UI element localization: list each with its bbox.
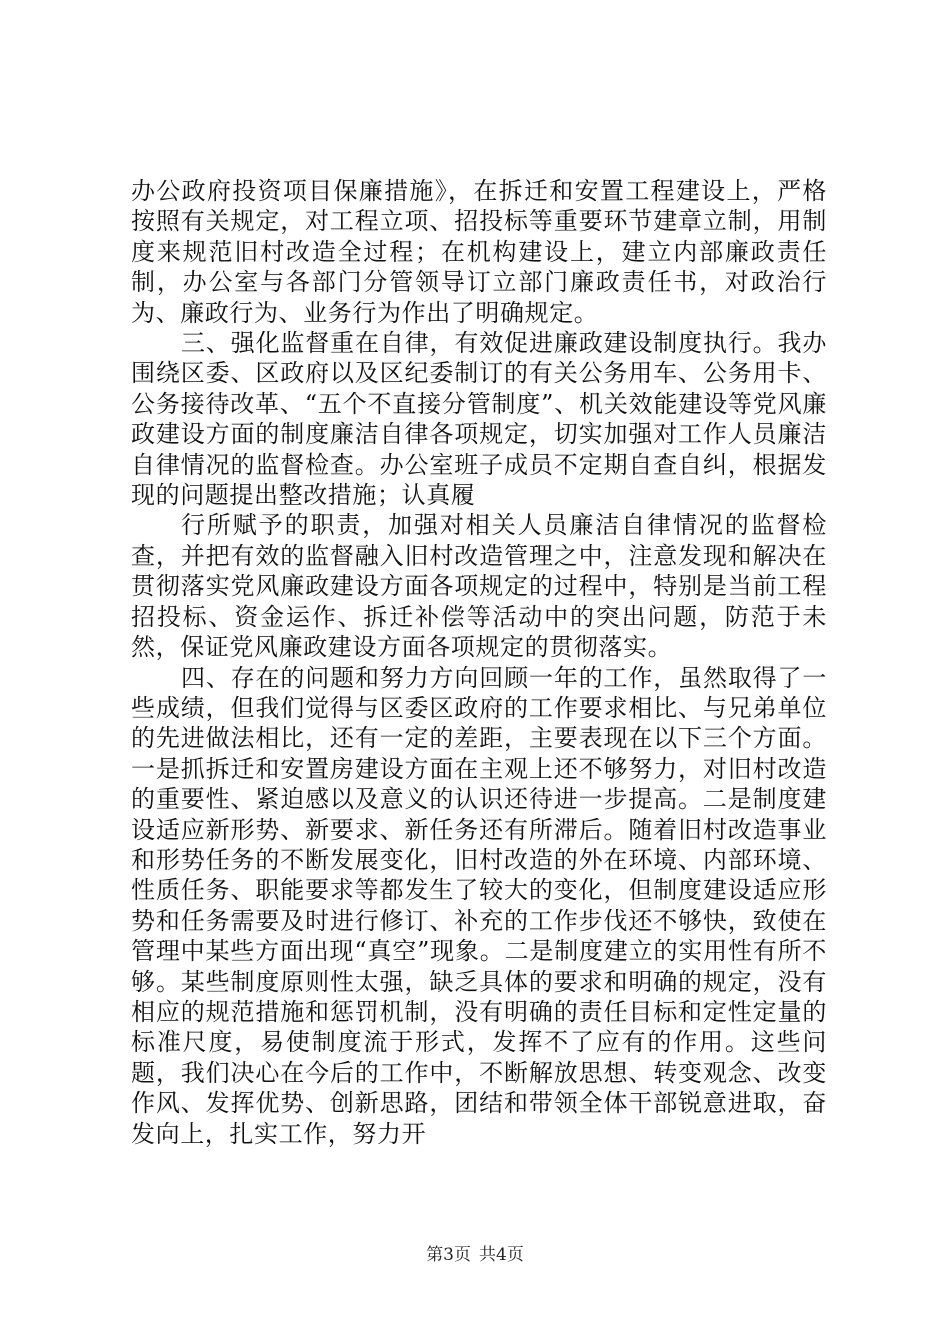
body-text <box>131 176 827 1149</box>
paragraph-4: 四、存在的问题和努力方向回顾一年的工作，虽然取得了一些成绩，但我们觉得与区委区政府的工作要求相比、与兄弟单位的先进做法相比，还有一定的差距，主要表现在以下三个方面。一是抓拆迁和安置房建设方面在主观上还不够努力，对旧村改造的重要性、紧迫感以及意义的认识还待进一步提高。二是制度建设适应新形势、新要求、新任务还有所滞后。随着旧村改造事业和形势任务的不断发展变化，旧村改造的外在环境、内部环境、性质任务、职能要求等都发生了较大的变化，但制度建设适应形势和任务需要及时进行修订、补充的工作步伐还不够快，致使在管理中某些方面出现“真空”现象。二是制度建立的实用性有所不够。某些制度原则性太强，缺乏具体的要求和明确的规定，没有相应的规范措施和惩罚机制，没有明确的责任目标和定性定量的标准尺度，易使制度流于形式，发挥不了应有的作用。这些问题，我们决心在今后的工作中，不断解放思想、转变观念、改变作风、发挥优势、创新思路，团结和带领全体干部锐意进取，奋发向上，扎实工作，努力开 <box>131 663 827 1148</box>
page-footer <box>0 1244 950 1266</box>
paragraph-3: 行所赋予的职责，加强对相关人员廉洁自律情况的监督检查，并把有效的监督融入旧村改造管理之中，注意发现和解决在贯彻落实党风廉政建设方面各项规定的过程中，特别是当前工程招投标、资金运作、拆迁补偿等活动中的突出问题，防范于未然，保证党风廉政建设方面各项规定的贯彻落实。 <box>131 511 827 662</box>
paragraph-2: 三、强化监督重在自律，有效促进廉政建设制度执行。我办围绕区委、区政府以及区纪委制订的有关公务用车、公务用卡、公务接待改革、“五个不直接分管制度”、机关效能建设等党风廉政建设方面的制度廉洁自律各项规定，切实加强对工作人员廉洁自律情况的监督检查。办公室班子成员不定期自查自纠，根据发现的问题提出整改措施；认真履 <box>131 329 827 510</box>
paragraph-1: 办公政府投资项目保廉措施》，在拆迁和安置工程建设上，严格按照有关规定，对工程立项、招投标等重要环节建章立制，用制度来规范旧村改造全过程；在机构建设上，建立内部廉政责任制，办公室与各部门分管领导订立部门廉政责任书，对政治行为、廉政行为、业务行为作出了明确规定。 <box>131 177 827 327</box>
page-number-total: 共4页 <box>479 1245 524 1265</box>
page-number-current: 第3页 <box>426 1245 471 1265</box>
